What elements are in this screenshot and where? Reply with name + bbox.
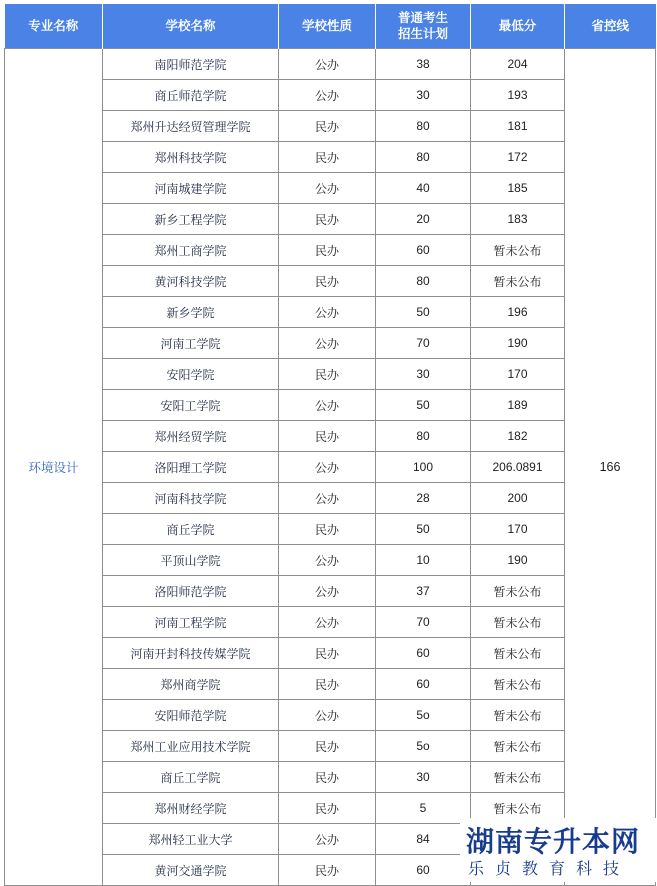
table-row <box>5 576 656 607</box>
plan-cell: 30 <box>376 359 471 390</box>
school-cell: 黄河科技学院 <box>103 266 279 297</box>
school-cell: 南阳师范学院 <box>103 49 279 80</box>
min-score-cell: 172 <box>471 142 565 173</box>
plan-cell: 5o <box>376 731 471 762</box>
type-cell: 民办 <box>279 793 376 824</box>
watermark-title: 湖南专升本网 <box>466 825 641 858</box>
type-cell: 公办 <box>279 49 376 80</box>
plan-cell: 50 <box>376 297 471 328</box>
plan-cell: 50 <box>376 514 471 545</box>
table-row <box>5 762 656 793</box>
min-score-cell: 暂未公布 <box>471 762 565 793</box>
table-row <box>5 111 656 142</box>
school-cell: 河南工学院 <box>103 328 279 359</box>
school-cell: 安阳学院 <box>103 359 279 390</box>
school-cell: 郑州财经学院 <box>103 793 279 824</box>
header-min-score: 最低分 <box>471 4 565 49</box>
school-cell: 洛阳理工学院 <box>103 452 279 483</box>
table-row <box>5 700 656 731</box>
school-cell: 黄河交通学院 <box>103 855 279 886</box>
school-cell: 河南科技学院 <box>103 483 279 514</box>
header-school: 学校名称 <box>103 4 279 49</box>
school-cell: 郑州科技学院 <box>103 142 279 173</box>
plan-cell: 100 <box>376 452 471 483</box>
plan-cell: 80 <box>376 111 471 142</box>
header-row <box>5 4 656 49</box>
plan-cell: 60 <box>376 235 471 266</box>
min-score-cell: 189 <box>471 390 565 421</box>
type-cell: 公办 <box>279 545 376 576</box>
table-row <box>5 638 656 669</box>
school-cell: 平顶山学院 <box>103 545 279 576</box>
plan-cell: 60 <box>376 855 471 886</box>
plan-cell: 37 <box>376 576 471 607</box>
plan-cell: 50 <box>376 390 471 421</box>
table-row <box>5 607 656 638</box>
plan-cell: 70 <box>376 328 471 359</box>
school-cell: 郑州工商学院 <box>103 235 279 266</box>
school-cell: 郑州轻工业大学 <box>103 824 279 855</box>
table-row <box>5 390 656 421</box>
table-row <box>5 452 656 483</box>
school-cell: 郑州升达经贸管理学院 <box>103 111 279 142</box>
type-cell: 民办 <box>279 111 376 142</box>
table-row <box>5 80 656 111</box>
type-cell: 公办 <box>279 700 376 731</box>
type-cell: 民办 <box>279 142 376 173</box>
school-cell: 河南城建学院 <box>103 173 279 204</box>
min-score-cell: 暂未公布 <box>471 235 565 266</box>
major-cell: 环境设计 <box>5 49 103 886</box>
plan-cell: 20 <box>376 204 471 235</box>
table-row <box>5 204 656 235</box>
plan-cell: 80 <box>376 421 471 452</box>
min-score-cell: 暂未公布 <box>471 700 565 731</box>
table-row <box>5 297 656 328</box>
table-row <box>5 731 656 762</box>
table-row <box>5 421 656 452</box>
plan-cell: 28 <box>376 483 471 514</box>
min-score-cell: 206.0891 <box>471 452 565 483</box>
type-cell: 民办 <box>279 359 376 390</box>
table-row <box>5 235 656 266</box>
plan-cell: 30 <box>376 762 471 793</box>
header-province-line: 省控线 <box>565 4 656 49</box>
school-cell: 商丘学院 <box>103 514 279 545</box>
province-line-cell: 166 <box>565 49 656 886</box>
header-type: 学校性质 <box>279 4 376 49</box>
min-score-cell: 181 <box>471 111 565 142</box>
school-cell: 新乡学院 <box>103 297 279 328</box>
watermark-logo <box>460 818 657 882</box>
school-cell: 商丘工学院 <box>103 762 279 793</box>
plan-cell: 60 <box>376 669 471 700</box>
school-cell: 河南工程学院 <box>103 607 279 638</box>
table-row <box>5 359 656 390</box>
min-score-cell: 暂未公布 <box>471 607 565 638</box>
type-cell: 民办 <box>279 669 376 700</box>
school-cell: 安阳师范学院 <box>103 700 279 731</box>
type-cell: 公办 <box>279 576 376 607</box>
plan-cell: 10 <box>376 545 471 576</box>
school-cell: 郑州工业应用技术学院 <box>103 731 279 762</box>
min-score-cell: 185 <box>471 173 565 204</box>
table-row <box>5 669 656 700</box>
type-cell: 民办 <box>279 266 376 297</box>
type-cell: 民办 <box>279 762 376 793</box>
table-row <box>5 514 656 545</box>
header-plan: 普通考生 招生计划 <box>376 4 471 49</box>
school-cell: 安阳工学院 <box>103 390 279 421</box>
type-cell: 公办 <box>279 607 376 638</box>
min-score-cell: 170 <box>471 514 565 545</box>
type-cell: 公办 <box>279 80 376 111</box>
table-row <box>5 328 656 359</box>
plan-cell: 84 <box>376 824 471 855</box>
type-cell: 公办 <box>279 452 376 483</box>
type-cell: 民办 <box>279 204 376 235</box>
plan-cell: 80 <box>376 142 471 173</box>
table-row <box>5 483 656 514</box>
school-cell: 郑州经贸学院 <box>103 421 279 452</box>
min-score-cell: 196 <box>471 297 565 328</box>
min-score-cell: 暂未公布 <box>471 731 565 762</box>
min-score-cell: 190 <box>471 328 565 359</box>
min-score-cell: 204 <box>471 49 565 80</box>
plan-cell: 5 <box>376 793 471 824</box>
type-cell: 公办 <box>279 328 376 359</box>
min-score-cell: 182 <box>471 421 565 452</box>
min-score-cell: 200 <box>471 483 565 514</box>
type-cell: 公办 <box>279 483 376 514</box>
plan-cell: 30 <box>376 80 471 111</box>
table-row <box>5 173 656 204</box>
type-cell: 公办 <box>279 390 376 421</box>
type-cell: 民办 <box>279 638 376 669</box>
admissions-table <box>4 4 656 886</box>
school-cell: 河南开封科技传媒学院 <box>103 638 279 669</box>
min-score-cell: 193 <box>471 80 565 111</box>
min-score-cell: 暂未公布 <box>471 576 565 607</box>
table-row <box>5 266 656 297</box>
plan-cell: 40 <box>376 173 471 204</box>
table-row <box>5 545 656 576</box>
plan-cell: 38 <box>376 49 471 80</box>
type-cell: 公办 <box>279 173 376 204</box>
school-cell: 洛阳师范学院 <box>103 576 279 607</box>
table-row <box>5 49 656 80</box>
school-cell: 商丘师范学院 <box>103 80 279 111</box>
plan-cell: 60 <box>376 638 471 669</box>
plan-cell: 70 <box>376 607 471 638</box>
type-cell: 民办 <box>279 235 376 266</box>
type-cell: 公办 <box>279 297 376 328</box>
min-score-cell: 暂未公布 <box>471 793 565 824</box>
plan-cell: 80 <box>376 266 471 297</box>
min-score-cell: 190 <box>471 545 565 576</box>
min-score-cell: 170 <box>471 359 565 390</box>
school-cell: 郑州商学院 <box>103 669 279 700</box>
table-body <box>5 49 656 886</box>
type-cell: 公办 <box>279 824 376 855</box>
min-score-cell: 暂未公布 <box>471 266 565 297</box>
plan-cell: 5o <box>376 700 471 731</box>
table-row <box>5 142 656 173</box>
type-cell: 民办 <box>279 855 376 886</box>
watermark-subtitle: 乐贞教育科技 <box>468 859 631 878</box>
school-cell: 新乡工程学院 <box>103 204 279 235</box>
type-cell: 民办 <box>279 731 376 762</box>
type-cell: 民办 <box>279 514 376 545</box>
type-cell: 民办 <box>279 421 376 452</box>
header-major: 专业名称 <box>5 4 103 49</box>
min-score-cell: 暂未公布 <box>471 638 565 669</box>
min-score-cell: 暂未公布 <box>471 669 565 700</box>
min-score-cell: 183 <box>471 204 565 235</box>
